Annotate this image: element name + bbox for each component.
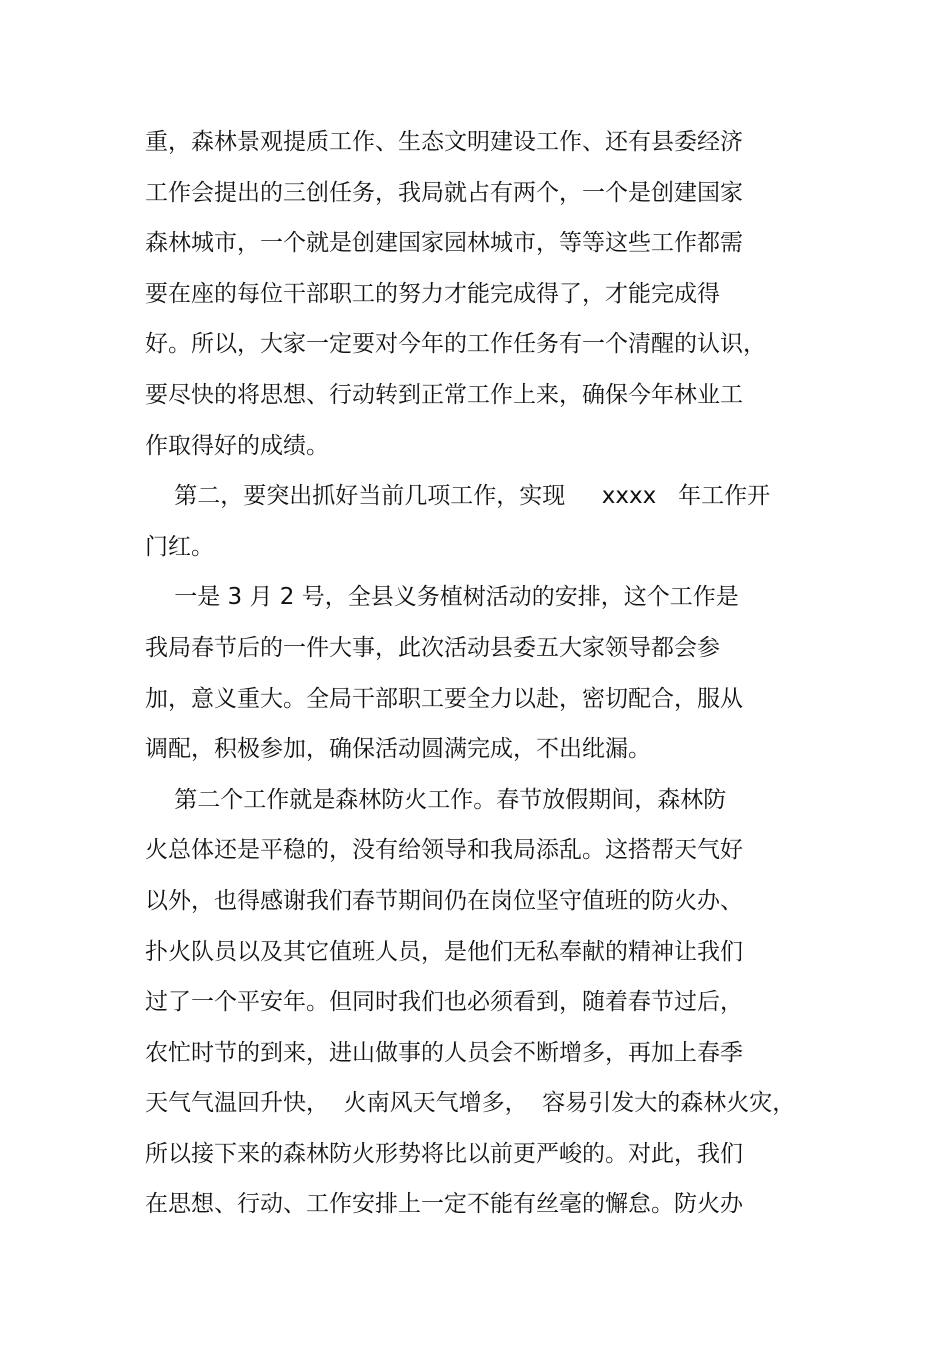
text-line: 重，森林景观提质工作、生态文明建设工作、还有县委经济 <box>145 129 743 155</box>
text-line: 森林城市，一个就是创建国家园林城市，等等这些工作都需 <box>145 230 743 257</box>
text-line: 加，意义重大。全局干部职工要全力以赴，密切配合，服从 <box>145 685 743 712</box>
text-line: 作取得好的成绩。 <box>145 432 329 459</box>
text-line: 工作会提出的三创任务，我局就占有两个，一个是创建国家 <box>145 179 743 206</box>
text-line: 好。所以，大家一定要对今年的工作任务有一个清醒的认识， <box>145 331 766 358</box>
body-text <box>145 120 845 1233</box>
text-line: 第二个工作就是森林防火工作。春节放假期间，森林防 <box>145 786 727 813</box>
text-line: 要在座的每位干部职工的努力才能完成得了，才能完成得 <box>145 280 720 307</box>
text-line: 农忙时节的到来，进山做事的人员会不断增多，再加上春季 <box>145 1039 743 1066</box>
text-line: 火总体还是平稳的，没有给领导和我局添乱。这搭帮天气好 <box>145 837 743 864</box>
text-line: 扑火队员以及其它值班人员，是他们无私奉献的精神让我们 <box>145 938 743 965</box>
text-line: 过了一个平安年。但同时我们也必须看到，随着春节过后， <box>145 989 743 1016</box>
text-line: 以外，也得感谢我们春节期间仍在岗位坚守值班的防火办、 <box>145 887 743 914</box>
text-line: 所以接下来的森林防火形势将比以前更严峻的。对此，我们 <box>145 1140 743 1167</box>
text-line: 门红。 <box>145 533 214 560</box>
text-line: 一是 3 月 2 号，全县义务植树活动的安排，这个工作是 <box>145 584 739 611</box>
text-line: 要尽快的将思想、行动转到正常工作上来，确保今年林业工 <box>145 381 743 408</box>
text-line: 调配，积极参加，确保活动圆满完成，不出纰漏。 <box>145 736 651 763</box>
text-line: 第二，要突出抓好当前几项工作，实现 xxxx 年工作开 <box>145 483 771 510</box>
text-line: 在思想、行动、工作安排上一定不能有丝毫的懈怠。防火办 <box>145 1191 743 1218</box>
text-line: 天气气温回升快， 火南风天气增多， 容易引发大的森林火灾， <box>145 1090 796 1117</box>
text-line: 我局春节后的一件大事，此次活动县委五大家领导都会参 <box>145 634 720 661</box>
